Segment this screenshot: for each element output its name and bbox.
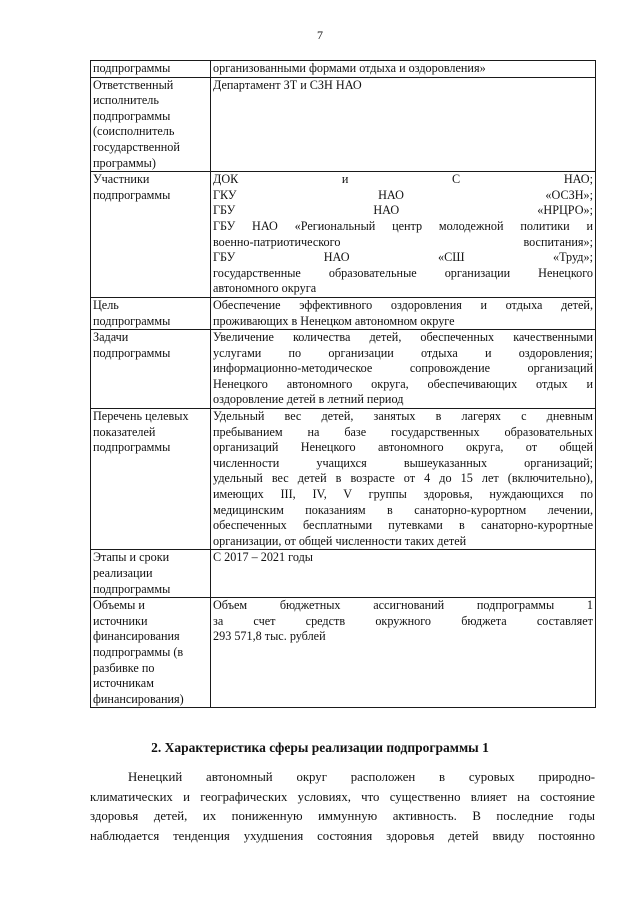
row-label-line: Этапы и сроки <box>93 550 170 565</box>
row-label-line: источники <box>93 613 148 628</box>
row-content-cell <box>211 61 596 78</box>
table-row <box>91 330 596 409</box>
section-title: 2. Характеристика сферы реализации подпрограммы 1 <box>151 740 489 755</box>
paragraph-line: климатических и географических условиях, что существенно влияет на состояние <box>90 789 595 804</box>
row-content-line: Удельный вес детей, занятых в лагерях с дневным <box>213 409 593 424</box>
row-content-line: проживающих в Ненецком автономном округе <box>213 313 455 328</box>
row-label-line: Цель <box>93 297 119 312</box>
row-content-line: оздоровление детей в летний период <box>213 392 404 407</box>
row-content-line: ГКУ НАО «ОСЗН»; <box>213 187 593 202</box>
row-label-cell <box>91 172 211 298</box>
row-label-line: финансирования <box>93 629 180 644</box>
row-label-line: подпрограммы <box>93 313 171 328</box>
row-label-line: подпрограммы <box>93 581 171 596</box>
row-content-line: ГБУ НАО «Региональный центр молодежной политики и <box>213 218 593 233</box>
row-content-cell <box>211 330 596 409</box>
row-content-line: пребыванием на базе государственных образовательных <box>213 424 593 439</box>
row-content-line: организации, от общей численности таких детей <box>213 533 467 548</box>
row-label-line: финансирования) <box>93 691 184 706</box>
row-label-cell <box>91 550 211 598</box>
page-number: 7 <box>317 28 323 42</box>
row-content-line: Объем бюджетных ассигнований подпрограммы 1 <box>213 598 593 613</box>
row-label-line: государственной <box>93 139 180 154</box>
row-content-line: С 2017 – 2021 годы <box>213 550 313 565</box>
row-label-line: показателей <box>93 424 156 439</box>
row-label-line: подпрограммы (в <box>93 644 184 659</box>
row-content-line: организованными формами отдыха и оздоровления» <box>213 61 486 75</box>
row-label-line: подпрограммы <box>93 61 171 75</box>
row-content-cell <box>211 77 596 172</box>
row-label-line: источникам <box>93 676 154 691</box>
table-row <box>91 409 596 550</box>
row-label-line: Перечень целевых <box>93 409 189 424</box>
paragraph-line: наблюдается тенденция ухудшения состояния здоровья детей ввиду постоянно <box>90 828 595 843</box>
row-label-line: разбивке по <box>93 660 155 675</box>
row-label-cell <box>91 598 211 708</box>
row-label-cell <box>91 61 211 78</box>
row-content-line: ГБУ НАО «СШ «Труд»; <box>213 250 593 265</box>
row-content-cell <box>211 409 596 550</box>
row-content-cell <box>211 297 596 329</box>
row-label-line: Ответственный <box>93 77 174 92</box>
row-label-line: исполнитель <box>93 93 159 108</box>
row-content-line: за счет средств окружного бюджета составляет <box>213 613 593 628</box>
row-content-cell <box>211 598 596 708</box>
row-content-cell <box>211 172 596 298</box>
row-content-line: численности учащихся вышеуказанных организаций; <box>213 455 593 470</box>
row-content-line: удельный вес детей в возрасте от 4 до 15 лет (включительно), <box>213 471 593 486</box>
row-label-line: подпрограммы <box>93 108 171 123</box>
table-row <box>91 77 596 172</box>
row-label-line: подпрограммы <box>93 187 171 202</box>
row-label-line: (соисполнитель <box>93 124 175 139</box>
subprogram-passport-table <box>90 60 596 708</box>
row-content-line: услугами по организации отдыха и оздоровления; <box>213 345 593 360</box>
row-label-line: программы) <box>93 155 156 170</box>
row-content-line: ГБУ НАО «НРЦРО»; <box>213 203 593 218</box>
row-label-line: Задачи <box>93 330 129 345</box>
row-content-line: Ненецкого автономного округа, обеспечивающих отдых и <box>213 376 593 391</box>
row-content-line: государственные образовательные организации Ненецкого <box>213 265 593 280</box>
row-label-cell <box>91 77 211 172</box>
row-content-line: Обеспечение эффективного оздоровления и отдыха детей, <box>213 297 593 312</box>
row-content-line: автономного округа <box>213 281 317 296</box>
table-row <box>91 61 596 78</box>
table-row <box>91 550 596 598</box>
row-content-line: имеющих III, IV, V группы здоровья, нуждающихся по <box>213 487 593 502</box>
paragraph-line: Ненецкий автономный округ расположен в суровых природно- <box>128 770 595 784</box>
row-label-cell <box>91 330 211 409</box>
row-content-line: Увеличение количества детей, обеспеченных качественными <box>213 330 593 345</box>
row-content-line: медицинским показаниям в санаторно-курортном лечении, <box>213 502 593 517</box>
row-label-line: подпрограммы <box>93 440 171 455</box>
table-row <box>91 297 596 329</box>
row-label-line: Объемы и <box>93 598 145 613</box>
row-label-cell <box>91 409 211 550</box>
body-paragraph <box>90 768 595 846</box>
row-content-line: организаций Ненецкого автономного округа, от общей <box>213 440 593 455</box>
table-row <box>91 598 596 708</box>
row-label-line: Участники <box>93 172 150 187</box>
row-content-line: ДОК и С НАО; <box>213 172 593 187</box>
row-content-line: обеспеченных бесплатными путевками в санаторно-курортные <box>213 518 593 533</box>
row-content-line: 293 571,8 тыс. рублей <box>213 629 326 644</box>
row-label-cell <box>91 297 211 329</box>
row-content-line: информационно-методическое сопровождение организаций <box>213 361 593 376</box>
row-label-line: подпрограммы <box>93 345 171 360</box>
row-content-line: военно-патриотического воспитания»; <box>213 234 593 249</box>
row-label-line: реализации <box>93 566 153 580</box>
paragraph-line: здоровья детей, их пониженную иммунную активность. В последние годы <box>90 809 595 823</box>
row-content-line: Департамент ЗТ и СЗН НАО <box>213 77 362 92</box>
table-row <box>91 172 596 298</box>
row-content-cell <box>211 550 596 598</box>
